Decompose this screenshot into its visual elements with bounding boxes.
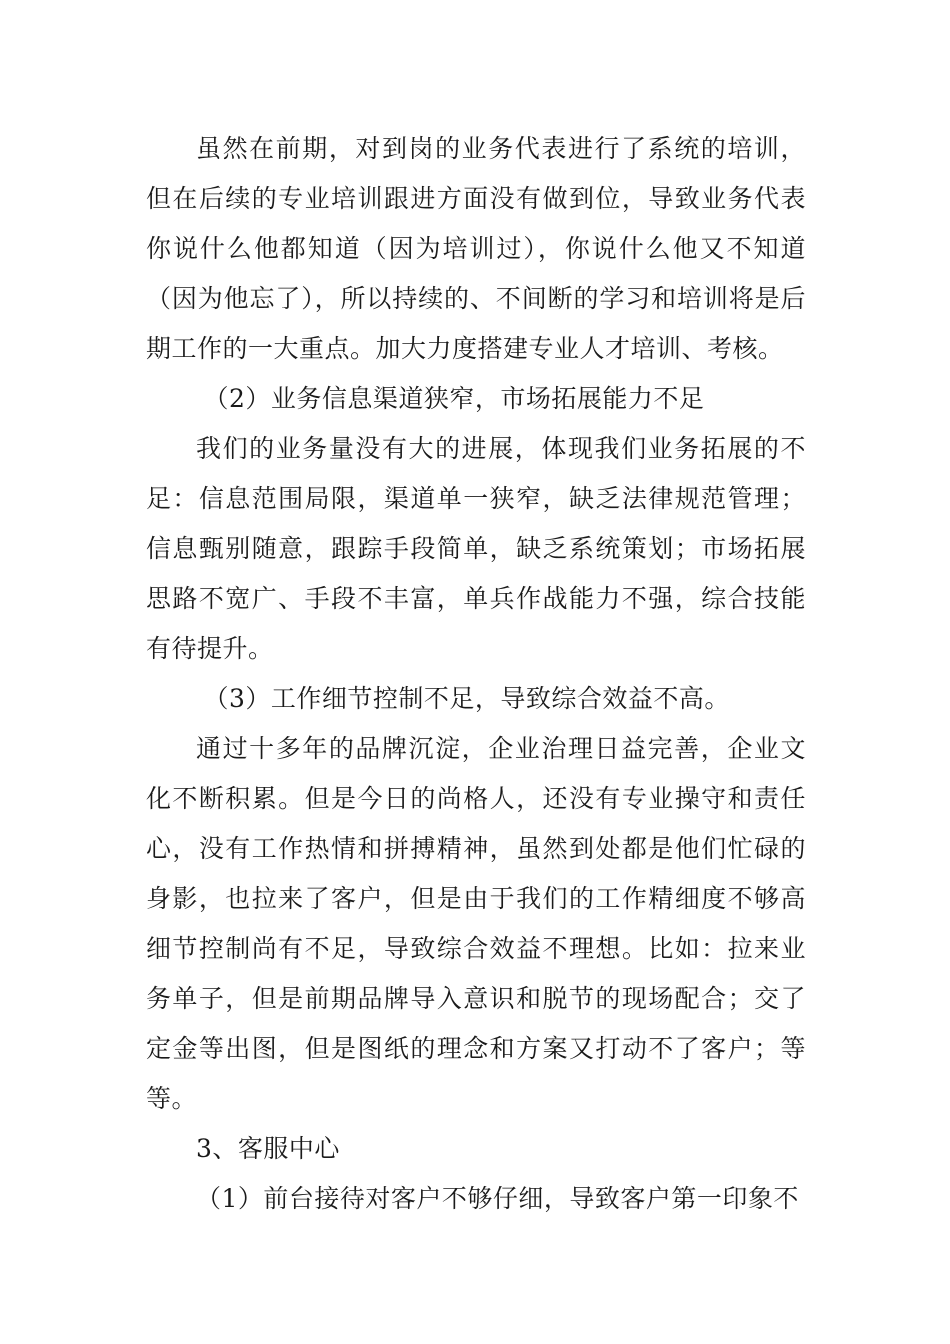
paragraph-business-volume: 我们的业务量没有大的进展，体现我们业务拓展的不足：信息范围局限，渠道单一狭窄，缺乏法律规范管理；信息甄别随意，跟踪手段简单，缺乏系统策划；市场拓展思路不宽广、手段不丰富，单兵作战能力不强，综合技能有待提升。 xyxy=(146,434,806,663)
paragraph-reception: （1）前台接待对客户不够仔细，导致客户第一印象不 xyxy=(196,1184,799,1213)
paragraph-brand: 通过十多年的品牌沉淀，企业治理日益完善，企业文化不断积累。但是今日的尚格人，还没有专业操守和责任心，没有工作热情和拼搏精神，虽然到处都是他们忙碌的身影，也拉来了客户，但是由于我们的工作精细度不够高细节控制尚有不足，导致综合效益不理想。比如：拉来业务单子，但是前期品牌导入意识和脱节的现场配合；交了定金等出图，但是图纸的理念和方案又打动不了客户；等等。 xyxy=(146,734,806,1113)
paragraph-training: 虽然在前期，对到岗的业务代表进行了系统的培训，但在后续的专业培训跟进方面没有做到位，导致业务代表你说什么他都知道（因为培训过），你说什么他又不知道（因为他忘了），所以持续的、不间断的学习和培训将是后期工作的一大重点。加大力度搭建专业人才培训、考核。 xyxy=(146,134,806,363)
heading-work-details: （3）工作细节控制不足，导致综合效益不高。 xyxy=(203,684,730,713)
document-body xyxy=(146,124,806,1224)
heading-business-channels: （2）业务信息渠道狭窄，市场拓展能力不足 xyxy=(203,384,705,413)
section-heading-customer-service: 3、客服中心 xyxy=(196,1134,340,1163)
